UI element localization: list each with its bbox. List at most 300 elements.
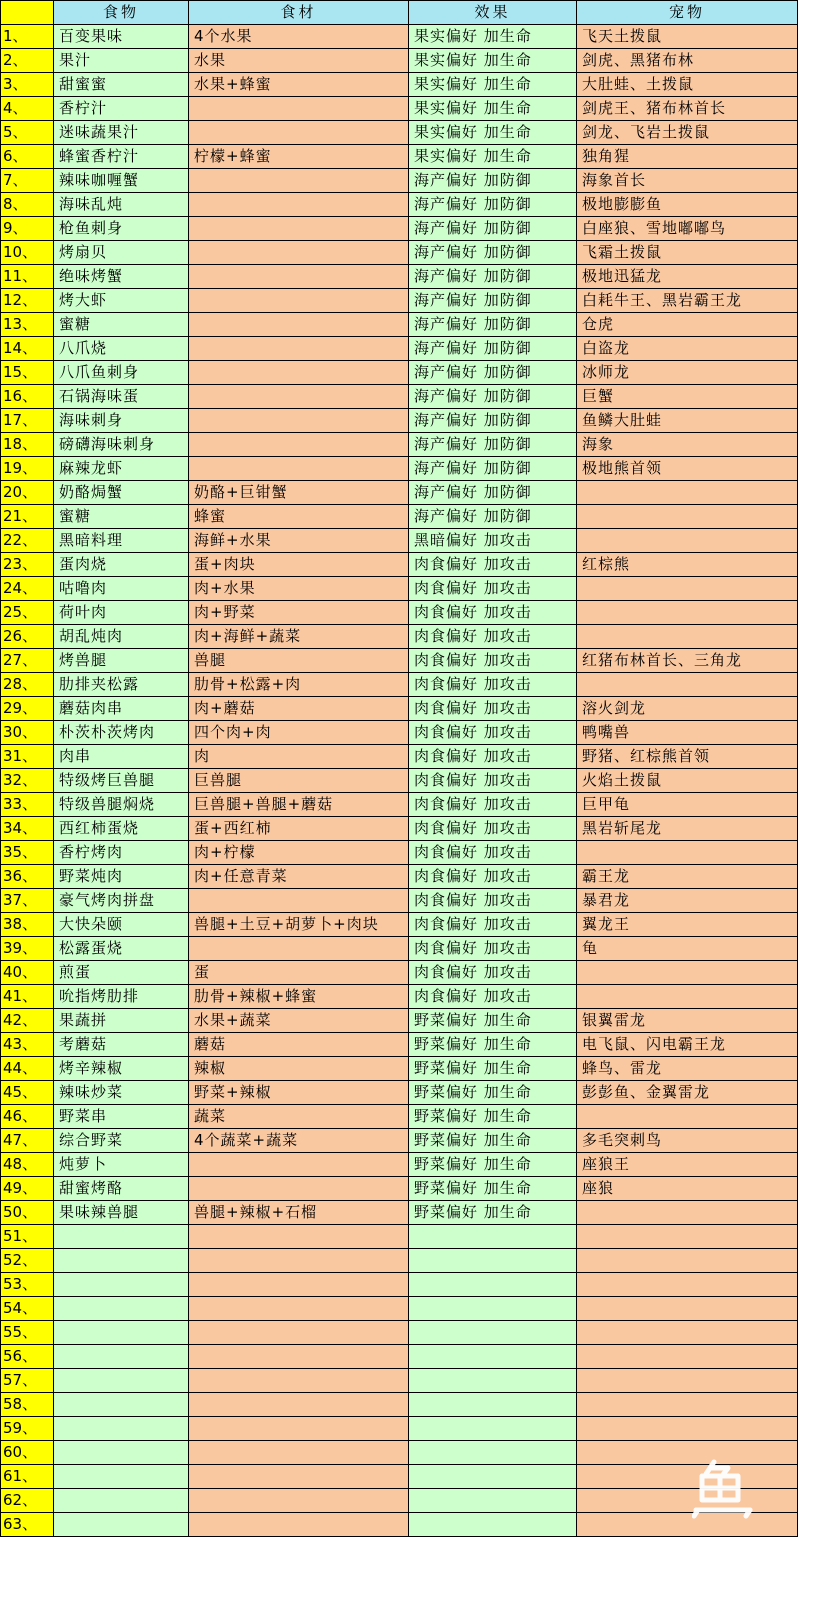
pet-cell[interactable] (577, 1201, 798, 1225)
effect-cell[interactable] (409, 1489, 577, 1513)
effect-cell[interactable] (409, 1513, 577, 1537)
row-number[interactable]: 10、 (1, 241, 54, 265)
ingredients-cell[interactable]: 奶酪+巨钳蟹 (189, 481, 409, 505)
row-number[interactable]: 27、 (1, 649, 54, 673)
ingredients-cell[interactable] (189, 1369, 409, 1393)
pet-cell[interactable]: 溶火剑龙 (577, 697, 798, 721)
food-cell[interactable]: 吮指烤肋排 (54, 985, 189, 1009)
effect-cell[interactable]: 肉食偏好 加攻击 (409, 601, 577, 625)
food-cell[interactable]: 考蘑菇 (54, 1033, 189, 1057)
food-cell[interactable]: 奶酪焗蟹 (54, 481, 189, 505)
row-number[interactable]: 63、 (1, 1513, 54, 1537)
header-ingredients[interactable]: 食材 (189, 1, 409, 25)
ingredients-cell[interactable] (189, 385, 409, 409)
food-cell[interactable] (54, 1321, 189, 1345)
row-number[interactable]: 38、 (1, 913, 54, 937)
effect-cell[interactable]: 海产偏好 加防御 (409, 313, 577, 337)
ingredients-cell[interactable] (189, 1273, 409, 1297)
food-cell[interactable]: 石锅海味蛋 (54, 385, 189, 409)
ingredients-cell[interactable]: 柠檬+蜂蜜 (189, 145, 409, 169)
row-number[interactable]: 31、 (1, 745, 54, 769)
row-number[interactable]: 25、 (1, 601, 54, 625)
pet-cell[interactable] (577, 1225, 798, 1249)
pet-cell[interactable]: 电飞鼠、闪电霸王龙 (577, 1033, 798, 1057)
food-cell[interactable]: 豪气烤肉拼盘 (54, 889, 189, 913)
ingredients-cell[interactable] (189, 937, 409, 961)
pet-cell[interactable]: 飞天土拨鼠 (577, 25, 798, 49)
ingredients-cell[interactable]: 蘑菇 (189, 1033, 409, 1057)
row-number[interactable]: 29、 (1, 697, 54, 721)
food-cell[interactable]: 煎蛋 (54, 961, 189, 985)
row-number[interactable]: 13、 (1, 313, 54, 337)
pet-cell[interactable]: 飞霜土拨鼠 (577, 241, 798, 265)
row-number[interactable]: 20、 (1, 481, 54, 505)
food-cell[interactable]: 烤兽腿 (54, 649, 189, 673)
food-cell[interactable]: 果味辣兽腿 (54, 1201, 189, 1225)
effect-cell[interactable] (409, 1273, 577, 1297)
row-number[interactable]: 58、 (1, 1393, 54, 1417)
effect-cell[interactable] (409, 1321, 577, 1345)
food-cell[interactable]: 烤大虾 (54, 289, 189, 313)
effect-cell[interactable]: 野菜偏好 加生命 (409, 1033, 577, 1057)
row-number[interactable]: 44、 (1, 1057, 54, 1081)
effect-cell[interactable]: 肉食偏好 加攻击 (409, 553, 577, 577)
row-number[interactable]: 26、 (1, 625, 54, 649)
effect-cell[interactable]: 野菜偏好 加生命 (409, 1009, 577, 1033)
pet-cell[interactable] (577, 673, 798, 697)
effect-cell[interactable]: 海产偏好 加防御 (409, 265, 577, 289)
food-cell[interactable]: 野菜炖肉 (54, 865, 189, 889)
pet-cell[interactable] (577, 1417, 798, 1441)
effect-cell[interactable]: 肉食偏好 加攻击 (409, 913, 577, 937)
row-number[interactable]: 1、 (1, 25, 54, 49)
ingredients-cell[interactable] (189, 193, 409, 217)
effect-cell[interactable]: 海产偏好 加防御 (409, 193, 577, 217)
effect-cell[interactable]: 肉食偏好 加攻击 (409, 841, 577, 865)
food-cell[interactable]: 综合野菜 (54, 1129, 189, 1153)
row-number[interactable]: 24、 (1, 577, 54, 601)
food-cell[interactable] (54, 1417, 189, 1441)
pet-cell[interactable] (577, 1441, 798, 1465)
food-cell[interactable] (54, 1249, 189, 1273)
effect-cell[interactable]: 肉食偏好 加攻击 (409, 793, 577, 817)
pet-cell[interactable]: 翼龙王 (577, 913, 798, 937)
pet-cell[interactable] (577, 1249, 798, 1273)
food-cell[interactable]: 松露蛋烧 (54, 937, 189, 961)
row-number[interactable]: 32、 (1, 769, 54, 793)
ingredients-cell[interactable] (189, 361, 409, 385)
effect-cell[interactable]: 肉食偏好 加攻击 (409, 745, 577, 769)
pet-cell[interactable]: 冰师龙 (577, 361, 798, 385)
pet-cell[interactable]: 龟 (577, 937, 798, 961)
pet-cell[interactable]: 剑虎、黑猪布林 (577, 49, 798, 73)
pet-cell[interactable] (577, 1465, 798, 1489)
row-number[interactable]: 36、 (1, 865, 54, 889)
pet-cell[interactable] (577, 577, 798, 601)
row-number[interactable]: 11、 (1, 265, 54, 289)
ingredients-cell[interactable]: 蔬菜 (189, 1105, 409, 1129)
ingredients-cell[interactable]: 巨兽腿 (189, 769, 409, 793)
effect-cell[interactable]: 肉食偏好 加攻击 (409, 817, 577, 841)
effect-cell[interactable]: 野菜偏好 加生命 (409, 1177, 577, 1201)
ingredients-cell[interactable] (189, 241, 409, 265)
ingredients-cell[interactable] (189, 1441, 409, 1465)
food-cell[interactable] (54, 1513, 189, 1537)
food-cell[interactable] (54, 1345, 189, 1369)
row-number[interactable]: 46、 (1, 1105, 54, 1129)
effect-cell[interactable] (409, 1225, 577, 1249)
ingredients-cell[interactable] (189, 1297, 409, 1321)
effect-cell[interactable]: 野菜偏好 加生命 (409, 1081, 577, 1105)
pet-cell[interactable]: 暴君龙 (577, 889, 798, 913)
effect-cell[interactable]: 肉食偏好 加攻击 (409, 721, 577, 745)
food-cell[interactable] (54, 1393, 189, 1417)
row-number[interactable]: 18、 (1, 433, 54, 457)
ingredients-cell[interactable] (189, 169, 409, 193)
ingredients-cell[interactable]: 蜂蜜 (189, 505, 409, 529)
row-number[interactable]: 14、 (1, 337, 54, 361)
food-cell[interactable]: 烤辛辣椒 (54, 1057, 189, 1081)
row-number[interactable]: 55、 (1, 1321, 54, 1345)
effect-cell[interactable]: 野菜偏好 加生命 (409, 1105, 577, 1129)
ingredients-cell[interactable] (189, 1489, 409, 1513)
ingredients-cell[interactable] (189, 1417, 409, 1441)
food-cell[interactable]: 迷味蔬果汁 (54, 121, 189, 145)
pet-cell[interactable] (577, 1297, 798, 1321)
pet-cell[interactable] (577, 841, 798, 865)
effect-cell[interactable]: 果实偏好 加生命 (409, 97, 577, 121)
ingredients-cell[interactable] (189, 1225, 409, 1249)
row-number[interactable]: 59、 (1, 1417, 54, 1441)
ingredients-cell[interactable] (189, 1177, 409, 1201)
ingredients-cell[interactable] (189, 457, 409, 481)
row-number[interactable]: 2、 (1, 49, 54, 73)
pet-cell[interactable] (577, 1321, 798, 1345)
row-number[interactable]: 6、 (1, 145, 54, 169)
row-number[interactable]: 16、 (1, 385, 54, 409)
effect-cell[interactable] (409, 1465, 577, 1489)
ingredients-cell[interactable] (189, 1153, 409, 1177)
ingredients-cell[interactable] (189, 217, 409, 241)
food-cell[interactable]: 朴茨朴茨烤肉 (54, 721, 189, 745)
effect-cell[interactable]: 果实偏好 加生命 (409, 73, 577, 97)
ingredients-cell[interactable] (189, 1321, 409, 1345)
food-cell[interactable]: 海味刺身 (54, 409, 189, 433)
food-cell[interactable] (54, 1441, 189, 1465)
effect-cell[interactable]: 肉食偏好 加攻击 (409, 625, 577, 649)
food-cell[interactable]: 咕噜肉 (54, 577, 189, 601)
pet-cell[interactable]: 野猪、红棕熊首领 (577, 745, 798, 769)
ingredients-cell[interactable] (189, 889, 409, 913)
food-cell[interactable]: 蜜糖 (54, 313, 189, 337)
pet-cell[interactable]: 剑虎王、猪布林首长 (577, 97, 798, 121)
ingredients-cell[interactable]: 肉+蘑菇 (189, 697, 409, 721)
pet-cell[interactable]: 银翼雷龙 (577, 1009, 798, 1033)
effect-cell[interactable] (409, 1393, 577, 1417)
row-number[interactable]: 35、 (1, 841, 54, 865)
effect-cell[interactable]: 果实偏好 加生命 (409, 49, 577, 73)
pet-cell[interactable]: 海象首长 (577, 169, 798, 193)
row-number[interactable]: 22、 (1, 529, 54, 553)
food-cell[interactable]: 磅礴海味刺身 (54, 433, 189, 457)
row-number[interactable]: 37、 (1, 889, 54, 913)
effect-cell[interactable]: 肉食偏好 加攻击 (409, 649, 577, 673)
pet-cell[interactable]: 巨甲龟 (577, 793, 798, 817)
ingredients-cell[interactable] (189, 337, 409, 361)
pet-cell[interactable] (577, 1345, 798, 1369)
ingredients-cell[interactable]: 海鲜+水果 (189, 529, 409, 553)
pet-cell[interactable]: 火焰土拨鼠 (577, 769, 798, 793)
ingredients-cell[interactable]: 肉+海鲜+蔬菜 (189, 625, 409, 649)
effect-cell[interactable]: 海产偏好 加防御 (409, 505, 577, 529)
ingredients-cell[interactable]: 4个水果 (189, 25, 409, 49)
food-cell[interactable]: 特级烤巨兽腿 (54, 769, 189, 793)
pet-cell[interactable]: 霸王龙 (577, 865, 798, 889)
pet-cell[interactable] (577, 505, 798, 529)
header-effect[interactable]: 效果 (409, 1, 577, 25)
effect-cell[interactable]: 肉食偏好 加攻击 (409, 961, 577, 985)
pet-cell[interactable] (577, 1393, 798, 1417)
ingredients-cell[interactable] (189, 121, 409, 145)
effect-cell[interactable]: 野菜偏好 加生命 (409, 1057, 577, 1081)
row-number[interactable]: 28、 (1, 673, 54, 697)
effect-cell[interactable] (409, 1417, 577, 1441)
food-cell[interactable]: 甜蜜烤酪 (54, 1177, 189, 1201)
pet-cell[interactable]: 极地膨膨鱼 (577, 193, 798, 217)
ingredients-cell[interactable]: 肋骨+松露+肉 (189, 673, 409, 697)
effect-cell[interactable]: 海产偏好 加防御 (409, 433, 577, 457)
pet-cell[interactable] (577, 601, 798, 625)
ingredients-cell[interactable]: 巨兽腿+兽腿+蘑菇 (189, 793, 409, 817)
pet-cell[interactable] (577, 529, 798, 553)
pet-cell[interactable]: 彭彭鱼、金翼雷龙 (577, 1081, 798, 1105)
row-number[interactable]: 40、 (1, 961, 54, 985)
row-number[interactable]: 61、 (1, 1465, 54, 1489)
row-number[interactable]: 4、 (1, 97, 54, 121)
ingredients-cell[interactable]: 蛋+西红柿 (189, 817, 409, 841)
row-number[interactable]: 45、 (1, 1081, 54, 1105)
row-number[interactable]: 15、 (1, 361, 54, 385)
pet-cell[interactable]: 鸭嘴兽 (577, 721, 798, 745)
ingredients-cell[interactable] (189, 1393, 409, 1417)
effect-cell[interactable]: 海产偏好 加防御 (409, 169, 577, 193)
row-number[interactable]: 48、 (1, 1153, 54, 1177)
row-number[interactable]: 3、 (1, 73, 54, 97)
food-cell[interactable]: 特级兽腿焖烧 (54, 793, 189, 817)
pet-cell[interactable] (577, 625, 798, 649)
ingredients-cell[interactable]: 水果 (189, 49, 409, 73)
effect-cell[interactable]: 海产偏好 加防御 (409, 385, 577, 409)
row-number[interactable]: 39、 (1, 937, 54, 961)
row-number[interactable]: 8、 (1, 193, 54, 217)
effect-cell[interactable]: 果实偏好 加生命 (409, 145, 577, 169)
food-cell[interactable] (54, 1273, 189, 1297)
food-cell[interactable]: 肋排夹松露 (54, 673, 189, 697)
effect-cell[interactable] (409, 1441, 577, 1465)
ingredients-cell[interactable] (189, 97, 409, 121)
food-cell[interactable]: 果蔬拼 (54, 1009, 189, 1033)
pet-cell[interactable]: 独角猩 (577, 145, 798, 169)
row-number[interactable]: 21、 (1, 505, 54, 529)
ingredients-cell[interactable]: 肉+野菜 (189, 601, 409, 625)
effect-cell[interactable]: 果实偏好 加生命 (409, 25, 577, 49)
header-pet[interactable]: 宠物 (577, 1, 798, 25)
ingredients-cell[interactable]: 肉+柠檬 (189, 841, 409, 865)
effect-cell[interactable]: 肉食偏好 加攻击 (409, 937, 577, 961)
food-cell[interactable]: 枪鱼刺身 (54, 217, 189, 241)
row-number[interactable]: 5、 (1, 121, 54, 145)
ingredients-cell[interactable]: 肉+任意青菜 (189, 865, 409, 889)
row-number[interactable]: 23、 (1, 553, 54, 577)
effect-cell[interactable]: 海产偏好 加防御 (409, 409, 577, 433)
ingredients-cell[interactable]: 水果+蜂蜜 (189, 73, 409, 97)
row-number[interactable]: 49、 (1, 1177, 54, 1201)
ingredients-cell[interactable]: 肋骨+辣椒+蜂蜜 (189, 985, 409, 1009)
ingredients-cell[interactable]: 4个蔬菜+蔬菜 (189, 1129, 409, 1153)
effect-cell[interactable]: 肉食偏好 加攻击 (409, 865, 577, 889)
food-cell[interactable]: 西红柿蛋烧 (54, 817, 189, 841)
food-cell[interactable]: 八爪烧 (54, 337, 189, 361)
food-cell[interactable]: 辣味咖喱蟹 (54, 169, 189, 193)
row-number[interactable]: 42、 (1, 1009, 54, 1033)
food-cell[interactable]: 大快朵颐 (54, 913, 189, 937)
pet-cell[interactable] (577, 1273, 798, 1297)
food-cell[interactable]: 甜蜜蜜 (54, 73, 189, 97)
effect-cell[interactable]: 肉食偏好 加攻击 (409, 697, 577, 721)
effect-cell[interactable]: 肉食偏好 加攻击 (409, 769, 577, 793)
food-cell[interactable]: 海味乱炖 (54, 193, 189, 217)
pet-cell[interactable]: 剑龙、飞岩土拨鼠 (577, 121, 798, 145)
row-number[interactable]: 30、 (1, 721, 54, 745)
ingredients-cell[interactable]: 蛋+肉块 (189, 553, 409, 577)
food-cell[interactable]: 麻辣龙虾 (54, 457, 189, 481)
ingredients-cell[interactable]: 兽腿+土豆+胡萝卜+肉块 (189, 913, 409, 937)
effect-cell[interactable] (409, 1369, 577, 1393)
effect-cell[interactable]: 野菜偏好 加生命 (409, 1201, 577, 1225)
row-number[interactable]: 19、 (1, 457, 54, 481)
effect-cell[interactable]: 黑暗偏好 加攻击 (409, 529, 577, 553)
row-number[interactable]: 43、 (1, 1033, 54, 1057)
row-number[interactable]: 7、 (1, 169, 54, 193)
row-number[interactable]: 50、 (1, 1201, 54, 1225)
pet-cell[interactable]: 白耗牛王、黑岩霸王龙 (577, 289, 798, 313)
pet-cell[interactable]: 座狼 (577, 1177, 798, 1201)
pet-cell[interactable]: 多毛突刺鸟 (577, 1129, 798, 1153)
effect-cell[interactable] (409, 1297, 577, 1321)
food-cell[interactable]: 烤扇贝 (54, 241, 189, 265)
effect-cell[interactable]: 野菜偏好 加生命 (409, 1129, 577, 1153)
ingredients-cell[interactable]: 野菜+辣椒 (189, 1081, 409, 1105)
food-cell[interactable]: 辣味炒菜 (54, 1081, 189, 1105)
pet-cell[interactable]: 海象 (577, 433, 798, 457)
effect-cell[interactable] (409, 1345, 577, 1369)
pet-cell[interactable]: 白盗龙 (577, 337, 798, 361)
pet-cell[interactable]: 大肚蛙、土拨鼠 (577, 73, 798, 97)
ingredients-cell[interactable] (189, 1345, 409, 1369)
row-number[interactable]: 17、 (1, 409, 54, 433)
ingredients-cell[interactable]: 肉+水果 (189, 577, 409, 601)
corner-cell[interactable] (1, 1, 54, 25)
effect-cell[interactable]: 海产偏好 加防御 (409, 241, 577, 265)
effect-cell[interactable]: 肉食偏好 加攻击 (409, 889, 577, 913)
pet-cell[interactable]: 鱼鳞大肚蛙 (577, 409, 798, 433)
ingredients-cell[interactable]: 蛋 (189, 961, 409, 985)
effect-cell[interactable]: 海产偏好 加防御 (409, 337, 577, 361)
effect-cell[interactable]: 海产偏好 加防御 (409, 481, 577, 505)
pet-cell[interactable]: 极地迅猛龙 (577, 265, 798, 289)
pet-cell[interactable]: 红棕熊 (577, 553, 798, 577)
pet-cell[interactable]: 蜂鸟、雷龙 (577, 1057, 798, 1081)
effect-cell[interactable]: 果实偏好 加生命 (409, 121, 577, 145)
food-cell[interactable]: 炖萝卜 (54, 1153, 189, 1177)
food-cell[interactable]: 胡乱炖肉 (54, 625, 189, 649)
food-cell[interactable]: 八爪鱼刺身 (54, 361, 189, 385)
row-number[interactable]: 54、 (1, 1297, 54, 1321)
pet-cell[interactable] (577, 1489, 798, 1513)
effect-cell[interactable]: 野菜偏好 加生命 (409, 1153, 577, 1177)
pet-cell[interactable] (577, 961, 798, 985)
food-cell[interactable]: 蜂蜜香柠汁 (54, 145, 189, 169)
ingredients-cell[interactable]: 四个肉+肉 (189, 721, 409, 745)
ingredients-cell[interactable]: 水果+蔬菜 (189, 1009, 409, 1033)
row-number[interactable]: 9、 (1, 217, 54, 241)
food-cell[interactable]: 香柠汁 (54, 97, 189, 121)
row-number[interactable]: 57、 (1, 1369, 54, 1393)
food-cell[interactable]: 蜜糖 (54, 505, 189, 529)
row-number[interactable]: 60、 (1, 1441, 54, 1465)
ingredients-cell[interactable] (189, 409, 409, 433)
ingredients-cell[interactable]: 肉 (189, 745, 409, 769)
ingredients-cell[interactable] (189, 313, 409, 337)
ingredients-cell[interactable] (189, 1513, 409, 1537)
effect-cell[interactable]: 海产偏好 加防御 (409, 217, 577, 241)
pet-cell[interactable]: 极地熊首领 (577, 457, 798, 481)
pet-cell[interactable] (577, 1105, 798, 1129)
row-number[interactable]: 34、 (1, 817, 54, 841)
food-cell[interactable] (54, 1489, 189, 1513)
effect-cell[interactable]: 海产偏好 加防御 (409, 457, 577, 481)
pet-cell[interactable]: 巨蟹 (577, 385, 798, 409)
ingredients-cell[interactable] (189, 1465, 409, 1489)
row-number[interactable]: 41、 (1, 985, 54, 1009)
food-cell[interactable]: 香柠烤肉 (54, 841, 189, 865)
row-number[interactable]: 33、 (1, 793, 54, 817)
food-cell[interactable] (54, 1297, 189, 1321)
food-cell[interactable]: 果汁 (54, 49, 189, 73)
row-number[interactable]: 12、 (1, 289, 54, 313)
food-cell[interactable]: 肉串 (54, 745, 189, 769)
pet-cell[interactable] (577, 985, 798, 1009)
ingredients-cell[interactable]: 兽腿+辣椒+石榴 (189, 1201, 409, 1225)
ingredients-cell[interactable] (189, 1249, 409, 1273)
ingredients-cell[interactable] (189, 289, 409, 313)
pet-cell[interactable] (577, 1513, 798, 1537)
effect-cell[interactable]: 海产偏好 加防御 (409, 361, 577, 385)
effect-cell[interactable]: 海产偏好 加防御 (409, 289, 577, 313)
food-cell[interactable] (54, 1225, 189, 1249)
pet-cell[interactable]: 白座狼、雪地嘟嘟鸟 (577, 217, 798, 241)
ingredients-cell[interactable] (189, 433, 409, 457)
food-cell[interactable] (54, 1465, 189, 1489)
effect-cell[interactable] (409, 1249, 577, 1273)
food-cell[interactable] (54, 1369, 189, 1393)
ingredients-cell[interactable] (189, 265, 409, 289)
row-number[interactable]: 62、 (1, 1489, 54, 1513)
food-cell[interactable]: 绝味烤蟹 (54, 265, 189, 289)
row-number[interactable]: 51、 (1, 1225, 54, 1249)
food-cell[interactable]: 蛋肉烧 (54, 553, 189, 577)
pet-cell[interactable]: 红猪布林首长、三角龙 (577, 649, 798, 673)
